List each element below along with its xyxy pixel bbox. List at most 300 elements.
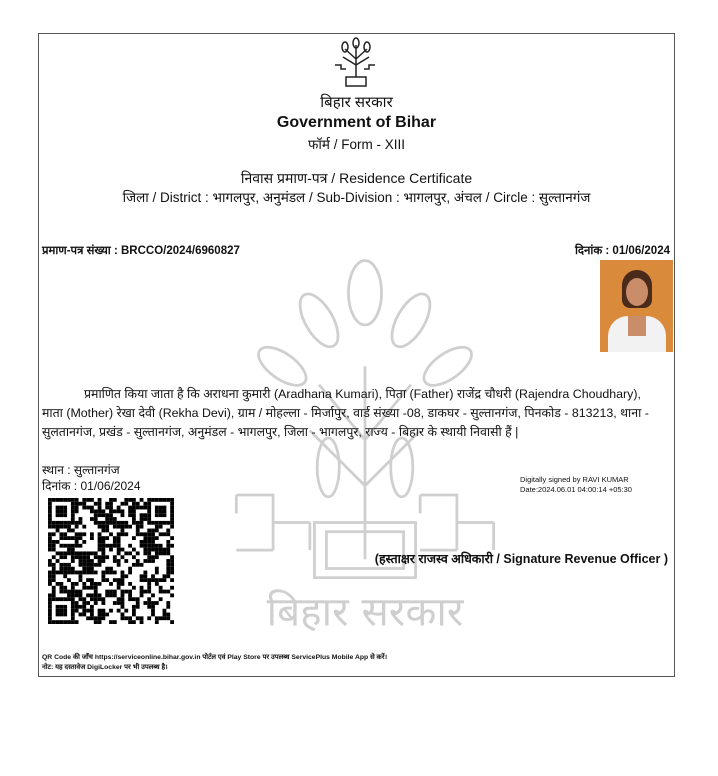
qr-module xyxy=(67,525,71,529)
qr-module xyxy=(56,571,60,575)
qr-module xyxy=(63,509,67,513)
qr-module xyxy=(75,571,79,575)
qr-module xyxy=(128,551,132,555)
qr-module xyxy=(71,502,75,506)
qr-module xyxy=(56,525,60,529)
qr-module xyxy=(159,590,163,594)
qr-module xyxy=(75,555,79,559)
qr-module xyxy=(155,498,159,502)
qr-module xyxy=(48,609,52,613)
qr-module xyxy=(113,517,117,521)
qr-module xyxy=(121,502,125,506)
qr-verification-note: QR Code की जाँच https://serviceonline.bihar.gov.in पोर्टल एवं Play Store पर उपलब्ध ServicePlus Mobile App से करें। xyxy=(42,654,388,661)
qr-module xyxy=(170,521,174,525)
qr-module xyxy=(121,532,125,536)
qr-module xyxy=(63,620,67,624)
qr-module xyxy=(94,601,98,605)
qr-module xyxy=(109,609,113,613)
qr-module xyxy=(128,544,132,548)
qr-module xyxy=(82,567,86,571)
qr-module xyxy=(147,498,151,502)
qr-module xyxy=(151,613,155,617)
qr-module xyxy=(121,529,125,533)
qr-module xyxy=(136,532,140,536)
qr-module xyxy=(140,498,144,502)
qr-module xyxy=(109,509,113,513)
qr-module xyxy=(121,521,125,525)
qr-module xyxy=(117,609,121,613)
qr-module xyxy=(98,582,102,586)
qr-module xyxy=(79,559,83,563)
qr-module xyxy=(94,590,98,594)
qr-module xyxy=(140,532,144,536)
qr-module xyxy=(82,586,86,590)
qr-module xyxy=(94,509,98,513)
qr-module xyxy=(140,593,144,597)
qr-module xyxy=(155,513,159,517)
qr-module xyxy=(71,605,75,609)
qr-module xyxy=(113,559,117,563)
qr-module xyxy=(52,578,56,582)
jurisdiction-line: जिला / District : भागलपुर, अनुमंडल / Sub-Division : भागलपुर, अंचल / Circle : सुल्तानगंज xyxy=(122,190,591,205)
qr-module xyxy=(124,502,128,506)
digilocker-note: नोट: यह दस्तावेज DigiLocker पर भी उपलब्ध है। xyxy=(42,664,168,671)
qr-module xyxy=(101,551,105,555)
qr-module xyxy=(90,609,94,613)
qr-module xyxy=(75,509,79,513)
qr-module xyxy=(159,498,163,502)
digital-signature xyxy=(520,475,632,495)
qr-module xyxy=(79,544,83,548)
qr-module xyxy=(143,502,147,506)
qr-module xyxy=(143,548,147,552)
qr-module xyxy=(56,597,60,601)
qr-module xyxy=(67,551,71,555)
qr-module xyxy=(75,506,79,510)
qr-module xyxy=(52,540,56,544)
qr-module xyxy=(63,551,67,555)
qr-module xyxy=(71,620,75,624)
qr-module xyxy=(82,601,86,605)
qr-module xyxy=(56,498,60,502)
qr-module xyxy=(52,574,56,578)
qr-module xyxy=(94,586,98,590)
qr-module xyxy=(170,502,174,506)
qr-module xyxy=(94,571,98,575)
qr-module xyxy=(79,502,83,506)
qr-module xyxy=(59,597,63,601)
qr-module xyxy=(101,536,105,540)
qr-module xyxy=(59,551,63,555)
qr-module xyxy=(98,609,102,613)
qr-module xyxy=(75,620,79,624)
qr-module xyxy=(52,548,56,552)
qr-module xyxy=(94,551,98,555)
qr-module xyxy=(48,540,52,544)
qr-module xyxy=(90,506,94,510)
qr-module xyxy=(117,597,121,601)
qr-module xyxy=(147,506,151,510)
qr-module xyxy=(147,529,151,533)
qr-module xyxy=(101,555,105,559)
qr-module xyxy=(86,601,90,605)
qr-module xyxy=(67,498,71,502)
qr-module xyxy=(101,578,105,582)
qr-module xyxy=(71,506,75,510)
qr-module xyxy=(113,536,117,540)
qr-module xyxy=(101,540,105,544)
qr-module xyxy=(59,563,63,567)
qr-module xyxy=(59,555,63,559)
qr-module xyxy=(155,555,159,559)
qr-module xyxy=(79,532,83,536)
qr-module xyxy=(166,532,170,536)
qr-module xyxy=(52,586,56,590)
qr-module xyxy=(128,513,132,517)
qr-module xyxy=(136,506,140,510)
watermark-text: बिहार सरकार xyxy=(266,587,464,636)
qr-module xyxy=(113,555,117,559)
qr-module xyxy=(67,548,71,552)
qr-module xyxy=(63,586,67,590)
qr-module xyxy=(155,506,159,510)
qr-module xyxy=(105,571,109,575)
qr-module xyxy=(52,590,56,594)
qr-module xyxy=(159,525,163,529)
qr-module xyxy=(117,578,121,582)
qr-module xyxy=(48,616,52,620)
qr-module xyxy=(101,548,105,552)
qr-module xyxy=(117,540,121,544)
qr-module xyxy=(101,559,105,563)
qr-module xyxy=(128,597,132,601)
qr-module xyxy=(140,590,144,594)
qr-module xyxy=(105,517,109,521)
qr-module xyxy=(140,586,144,590)
qr-module xyxy=(170,563,174,567)
qr-module xyxy=(98,509,102,513)
qr-module xyxy=(128,567,132,571)
qr-module xyxy=(132,509,136,513)
qr-module xyxy=(140,616,144,620)
qr-module xyxy=(159,509,163,513)
qr-module xyxy=(132,597,136,601)
qr-module xyxy=(59,513,63,517)
qr-module xyxy=(63,609,67,613)
qr-module xyxy=(90,582,94,586)
qr-module xyxy=(143,578,147,582)
qr-module xyxy=(75,498,79,502)
qr-module xyxy=(48,544,52,548)
qr-module xyxy=(94,620,98,624)
qr-module xyxy=(132,555,136,559)
qr-module xyxy=(159,551,163,555)
certificate-title: निवास प्रमाण-पत्र / Residence Certificate xyxy=(240,170,473,186)
qr-module xyxy=(86,593,90,597)
qr-module xyxy=(151,548,155,552)
qr-module xyxy=(159,597,163,601)
qr-module xyxy=(159,513,163,517)
qr-module xyxy=(147,551,151,555)
qr-module xyxy=(151,574,155,578)
qr-module xyxy=(48,513,52,517)
qr-module xyxy=(155,567,159,571)
qr-module xyxy=(48,509,52,513)
qr-module xyxy=(117,506,121,510)
qr-module xyxy=(52,567,56,571)
qr-module xyxy=(75,590,79,594)
qr-module xyxy=(98,525,102,529)
qr-module xyxy=(117,582,121,586)
qr-module xyxy=(143,536,147,540)
qr-module xyxy=(59,521,63,525)
qr-module xyxy=(166,574,170,578)
qr-module xyxy=(132,563,136,567)
qr-module xyxy=(166,563,170,567)
qr-module xyxy=(52,544,56,548)
qr-module xyxy=(170,593,174,597)
qr-module xyxy=(79,571,83,575)
qr-module xyxy=(166,590,170,594)
qr-module xyxy=(48,532,52,536)
qr-module xyxy=(101,571,105,575)
qr-module xyxy=(166,544,170,548)
qr-module xyxy=(71,582,75,586)
qr-module xyxy=(48,578,52,582)
qr-module xyxy=(71,551,75,555)
qr-module xyxy=(71,590,75,594)
qr-module xyxy=(63,555,67,559)
qr-module xyxy=(63,525,67,529)
qr-module xyxy=(163,513,167,517)
qr-module xyxy=(166,540,170,544)
qr-module xyxy=(82,609,86,613)
qr-module xyxy=(79,517,83,521)
qr-module xyxy=(59,582,63,586)
qr-module xyxy=(109,571,113,575)
qr-module xyxy=(82,605,86,609)
qr-module xyxy=(48,525,52,529)
qr-module xyxy=(109,567,113,571)
qr-module xyxy=(128,616,132,620)
qr-module xyxy=(147,517,151,521)
footer-date: दिनांक : 01/06/2024 xyxy=(42,479,141,493)
qr-module xyxy=(140,513,144,517)
footer-notes xyxy=(42,653,387,673)
qr-module xyxy=(163,506,167,510)
qr-module xyxy=(71,597,75,601)
qr-module xyxy=(136,605,140,609)
qr-module xyxy=(71,567,75,571)
qr-module xyxy=(101,597,105,601)
qr-module xyxy=(140,521,144,525)
qr-module xyxy=(109,590,113,594)
qr-module xyxy=(117,532,121,536)
qr-module xyxy=(56,605,60,609)
qr-module xyxy=(90,597,94,601)
qr-module xyxy=(109,532,113,536)
qr-module xyxy=(117,563,121,567)
qr-module xyxy=(98,544,102,548)
qr-module xyxy=(75,551,79,555)
qr-module xyxy=(113,521,117,525)
qr-module xyxy=(56,582,60,586)
certificate-number: प्रमाण-पत्र संख्या : BRCCO/2024/6960827 xyxy=(42,245,240,257)
qr-module xyxy=(143,532,147,536)
qr-module xyxy=(151,578,155,582)
qr-module xyxy=(155,529,159,533)
qr-module xyxy=(155,601,159,605)
qr-module xyxy=(56,513,60,517)
qr-module xyxy=(52,555,56,559)
qr-module xyxy=(79,574,83,578)
qr-module xyxy=(59,498,63,502)
qr-module xyxy=(170,506,174,510)
qr-module xyxy=(59,586,63,590)
qr-module xyxy=(140,544,144,548)
qr-module xyxy=(163,578,167,582)
qr-module xyxy=(79,597,83,601)
qr-module xyxy=(98,532,102,536)
qr-module xyxy=(109,502,113,506)
qr-module xyxy=(94,597,98,601)
qr-module xyxy=(59,532,63,536)
qr-module xyxy=(75,540,79,544)
qr-module xyxy=(101,601,105,605)
qr-module xyxy=(86,551,90,555)
qr-module xyxy=(166,616,170,620)
qr-module xyxy=(166,567,170,571)
qr-module xyxy=(52,593,56,597)
qr-module xyxy=(98,521,102,525)
qr-module xyxy=(151,529,155,533)
qr-module xyxy=(98,559,102,563)
qr-module xyxy=(82,555,86,559)
qr-module xyxy=(159,548,163,552)
qr-module xyxy=(117,536,121,540)
qr-module xyxy=(90,593,94,597)
qr-module xyxy=(67,563,71,567)
qr-module xyxy=(48,605,52,609)
qr-module xyxy=(63,574,67,578)
qr-module xyxy=(132,586,136,590)
qr-module xyxy=(90,616,94,620)
qr-module xyxy=(121,597,125,601)
qr-module xyxy=(170,498,174,502)
qr-module xyxy=(105,544,109,548)
qr-module xyxy=(163,532,167,536)
qr-module xyxy=(113,578,117,582)
qr-module xyxy=(166,529,170,533)
qr-module xyxy=(163,521,167,525)
qr-module xyxy=(113,525,117,529)
qr-module xyxy=(143,517,147,521)
qr-module xyxy=(170,536,174,540)
qr-module xyxy=(121,548,125,552)
qr-module xyxy=(63,532,67,536)
qr-module xyxy=(159,578,163,582)
qr-module xyxy=(143,540,147,544)
qr-module xyxy=(151,536,155,540)
qr-module xyxy=(132,521,136,525)
qr-module xyxy=(86,586,90,590)
qr-module xyxy=(121,571,125,575)
qr-module xyxy=(82,582,86,586)
qr-module xyxy=(48,502,52,506)
qr-module xyxy=(147,548,151,552)
qr-module xyxy=(98,620,102,624)
qr-module xyxy=(128,582,132,586)
qr-module xyxy=(105,521,109,525)
qr-module xyxy=(79,590,83,594)
qr-module xyxy=(71,559,75,563)
qr-module xyxy=(94,616,98,620)
qr-module xyxy=(98,498,102,502)
qr-module xyxy=(105,502,109,506)
qr-module xyxy=(121,582,125,586)
qr-module xyxy=(109,620,113,624)
qr-module xyxy=(86,616,90,620)
qr-module xyxy=(132,620,136,624)
qr-module xyxy=(48,574,52,578)
qr-module xyxy=(52,532,56,536)
qr-module xyxy=(63,571,67,575)
qr-module xyxy=(151,609,155,613)
qr-module xyxy=(128,506,132,510)
qr-module xyxy=(136,597,140,601)
qr-module xyxy=(151,521,155,525)
qr-module xyxy=(132,498,136,502)
qr-module xyxy=(170,555,174,559)
qr-module xyxy=(59,620,63,624)
qr-module xyxy=(151,540,155,544)
qr-module xyxy=(82,502,86,506)
qr-module xyxy=(147,502,151,506)
qr-module xyxy=(147,555,151,559)
qr-module xyxy=(67,620,71,624)
qr-module xyxy=(132,605,136,609)
qr-module xyxy=(101,544,105,548)
qr-module xyxy=(151,601,155,605)
qr-module xyxy=(56,620,60,624)
qr-module xyxy=(163,616,167,620)
qr-module xyxy=(140,574,144,578)
qr-module xyxy=(151,555,155,559)
qr-module xyxy=(59,506,63,510)
qr-module xyxy=(143,574,147,578)
qr-module xyxy=(121,578,125,582)
qr-module xyxy=(101,609,105,613)
qr-module xyxy=(117,525,121,529)
qr-module xyxy=(52,563,56,567)
qr-module xyxy=(140,525,144,529)
qr-module xyxy=(48,601,52,605)
qr-module xyxy=(166,521,170,525)
qr-module xyxy=(155,571,159,575)
qr-module xyxy=(63,567,67,571)
qr-module xyxy=(155,616,159,620)
qr-module xyxy=(155,521,159,525)
qr-module xyxy=(52,571,56,575)
qr-module xyxy=(101,529,105,533)
qr-module xyxy=(113,509,117,513)
qr-module xyxy=(90,571,94,575)
qr-module xyxy=(117,521,121,525)
qr-module xyxy=(101,574,105,578)
qr-module xyxy=(71,536,75,540)
qr-module xyxy=(140,578,144,582)
qr-module xyxy=(90,563,94,567)
